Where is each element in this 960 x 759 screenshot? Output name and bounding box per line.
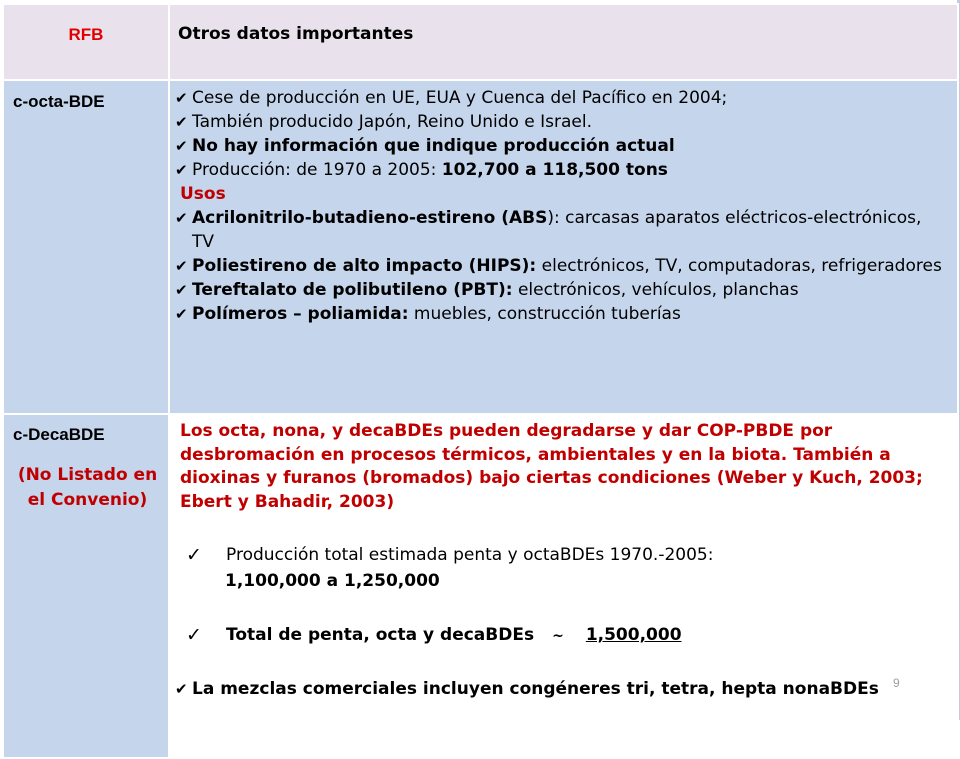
check-icon: ✔ bbox=[175, 680, 188, 698]
list-item-total-production: ✓ Producción total estimada penta y octaBDEs 1970.-2005: 1,100,000 a 1,250,000 bbox=[186, 544, 714, 591]
header-row bbox=[3, 4, 958, 80]
check-icon: ✔ bbox=[175, 113, 188, 131]
uses-heading: Usos bbox=[180, 184, 226, 204]
approx-icon: ~ bbox=[552, 628, 564, 644]
list-item: ✔ Cese de producción en UE, EUA y Cuenca del Pacífico en 2004; bbox=[175, 88, 728, 108]
check-icon: ✔ bbox=[175, 89, 188, 107]
rfb-table bbox=[2, 3, 959, 759]
row-name-deca-label: c-DecaBDE bbox=[13, 425, 105, 444]
list-item-production: ✔ Producción: de 1970 a 2005: 102,700 a 118,500 tons bbox=[175, 160, 668, 180]
header-rfb: RFB bbox=[3, 4, 169, 80]
list-item-use: ✔ Tereftalato de polibutileno (PBT): electrónicos, vehículos, planchas bbox=[175, 280, 799, 300]
check-icon: ✓ bbox=[186, 624, 202, 646]
row-content-octa bbox=[169, 80, 958, 414]
list-item: ✔ No hay información que indique producción actual bbox=[175, 136, 675, 156]
page-number: 9 bbox=[893, 676, 900, 690]
list-item: ✔ También producido Japón, Reino Unido e Israel. bbox=[175, 112, 593, 132]
check-icon: ✔ bbox=[175, 137, 188, 155]
list-item-total-all: ✓ Total de penta, octa y decaBDEs ~ 1,500,000 bbox=[186, 624, 682, 646]
list-item-use: ✔ Poliestireno de alto impacto (HIPS): electrónicos, TV, computadoras, refrigeradores bbox=[175, 256, 942, 276]
check-icon: ✓ bbox=[186, 544, 202, 566]
check-icon: ✔ bbox=[175, 209, 188, 227]
list-item-use: ✔ Polímeros – poliamida: muebles, construcción tuberías bbox=[175, 304, 681, 324]
check-icon: ✔ bbox=[175, 305, 188, 323]
check-icon: ✔ bbox=[175, 161, 188, 179]
row-name-octa: c-octa-BDE bbox=[3, 80, 169, 414]
table-row-deca bbox=[3, 414, 958, 758]
header-other-data: Otros datos importantes bbox=[169, 4, 958, 80]
row-content-deca bbox=[169, 414, 958, 758]
list-item-use: ✔ Acrilonitrilo-butadieno-estireno (ABS): carcasas aparatos eléctricos-electrónicos, TV bbox=[175, 208, 922, 252]
row-name-deca bbox=[3, 414, 169, 758]
degradation-paragraph: Los octa, nona, y decaBDEs pueden degradarse y dar COP-PBDE por desbromación en procesos térmicos, ambientales y en la biota. También a dioxinas y furanos (bromados) bajo ciertas condiciones (Weber y Kuch, 2003; Ebert y Bahadir, 2003) bbox=[180, 421, 923, 512]
not-listed-note: (No Listado en el Convenio) bbox=[17, 465, 158, 510]
check-icon: ✔ bbox=[175, 257, 188, 275]
table-row-octa bbox=[3, 80, 958, 414]
check-icon: ✔ bbox=[175, 281, 188, 299]
list-item-congeners: ✔ La mezclas comerciales incluyen congéneres tri, tetra, hepta nonaBDEs bbox=[175, 679, 879, 699]
